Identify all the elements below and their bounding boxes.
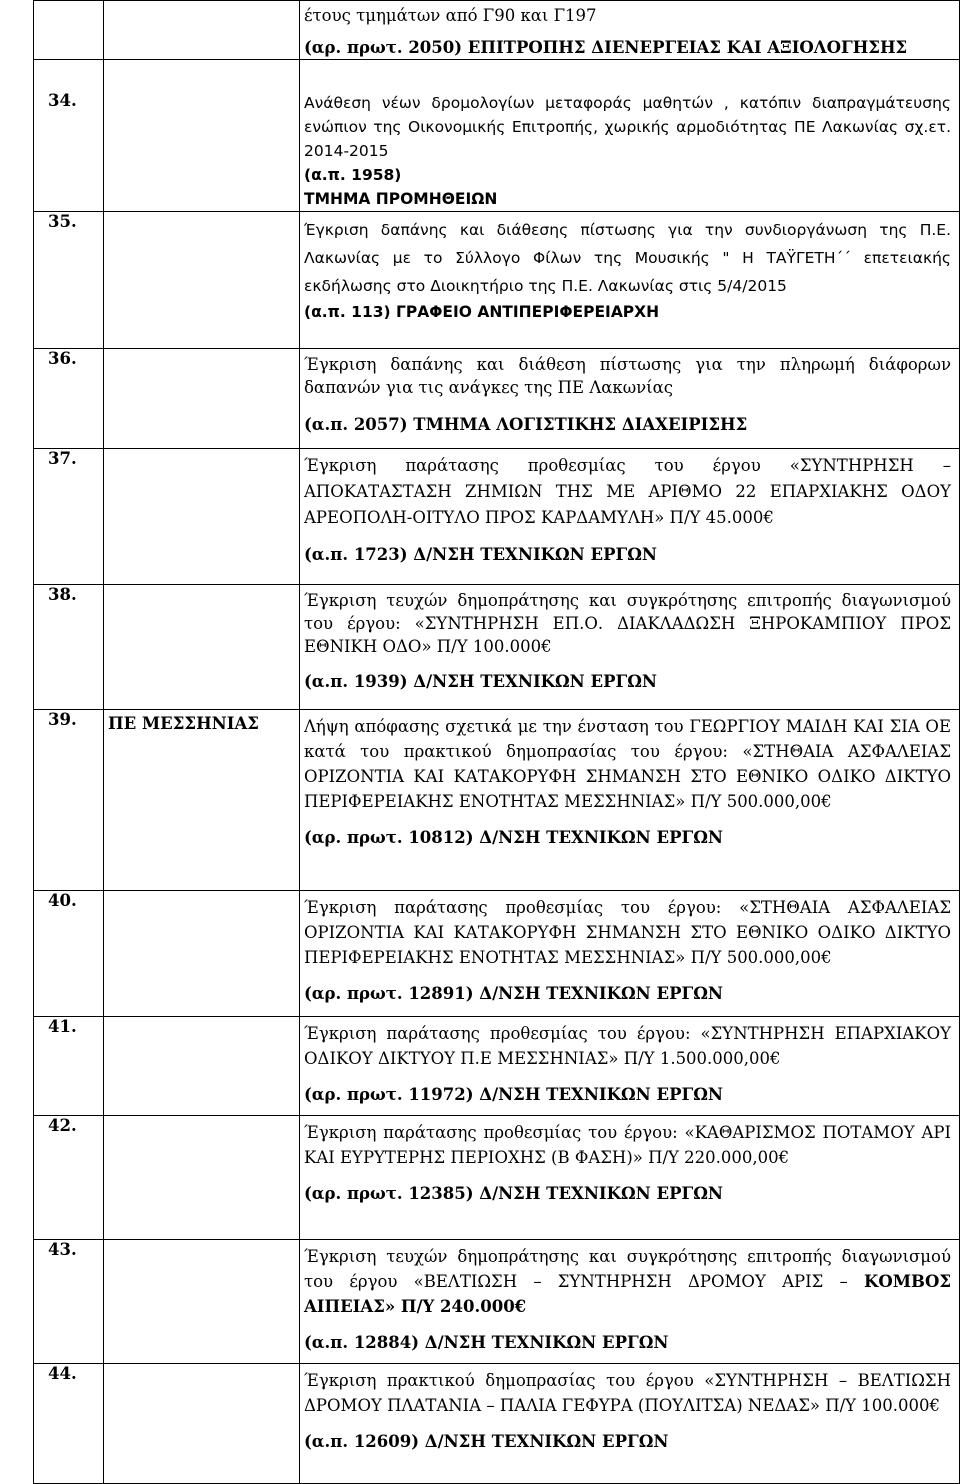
item-number: 38. xyxy=(34,585,104,710)
item-region: ΠΕ ΜΕΣΣΗΝΙΑΣ xyxy=(104,710,300,891)
item-number: 41. xyxy=(34,1017,104,1116)
item-protocol: (α.π. 12609) Δ/ΝΣΗ ΤΕΧΝΙΚΩΝ ΕΡΓΩΝ xyxy=(304,1432,669,1451)
item-description xyxy=(300,1240,960,1364)
item-text xyxy=(304,1240,951,1319)
agenda-row xyxy=(34,212,960,349)
agenda-row xyxy=(34,1116,960,1240)
item-number: 39. xyxy=(34,710,104,891)
item-text-regular: Έγκριση τευχών δημοπράτησης και συγκρότησης επιτροπής διαγωνισμού του έργου «ΒΕΛΤΙΩΣΗ – ΣΥΝΤΗΡΗΣΗ ΔΡΟΜΟΥ ΑΡΙΣ – xyxy=(304,1247,951,1291)
item-protocol: (αρ. πρωτ. 2050) ΕΠΙΤΡΟΠΗΣ ΔΙΕΝΕΡΓΕΙΑΣ ΚΑΙ ΑΞΙΟΛΟΓΗΣΗΣ xyxy=(304,38,908,57)
item-description xyxy=(300,1,960,60)
item-text-bold: ΚΟΜΒΟΣ ΑΙΠΕΙΑΣ» Π/Υ 240.000€ xyxy=(304,1272,951,1316)
item-department: ΤΜΗΜΑ ΠΡΟΜΗΘΕΙΩΝ xyxy=(304,190,498,208)
item-text: Λήψη απόφασης σχετικά με την ένσταση του ΓΕΩΡΓΙΟΥ ΜΑΙΔΗ ΚΑΙ ΣΙΑ ΟΕ κατά του πρακτικού δημοπρασίας του έργου: «ΣΤΗΘΑΙΑ ΑΣΦΑΛΕΙΑΣ ΟΡΙΖΟΝΤΙΑ ΚΑΙ ΚΑΤΑΚΟΡΥΦΗ ΣΗΜΑΝΣΗ ΣΤΟ ΕΘΝΙΚΟ ΟΔΙΚΟ ΔΙΚΤΥΟ ΠΕΡΙΦΕΡΕΙΑΚΗΣ ΕΝΟΤΗΤΑΣ ΜΕΣΣΗΝΙΑΣ» Π/Υ 500.000,00€ xyxy=(304,717,951,811)
item-number: 44. xyxy=(34,1364,104,1484)
item-description xyxy=(300,710,960,891)
item-text: Ανάθεση νέων δρομολογίων μεταφοράς μαθητών , κατόπιν διαπραγμάτευσης ενώπιον της Οικονομικής Επιτροπής, χωρικής αρμοδιότητας ΠΕ Λακωνίας σχ.ετ. 2014-2015 xyxy=(304,94,951,160)
item-text: Έγκριση παράτασης προθεσμίας του έργου: «ΣΤΗΘΑΙΑ ΑΣΦΑΛΕΙΑΣ ΟΡΙΖΟΝΤΙΑ ΚΑΙ ΚΑΤΑΚΟΡΥΦΗ ΣΗΜΑΝΣΗ ΣΤΟ ΕΘΝΙΚΟ ΟΔΙΚΟ ΔΙΚΤΥΟ ΠΕΡΙΦΕΡΕΙΑΚΗΣ ΕΝΟΤΗΤΑΣ ΜΕΣΣΗΝΙΑΣ» Π/Υ 500.000,00€ xyxy=(304,898,951,967)
item-description xyxy=(300,1364,960,1484)
agenda-row xyxy=(34,1,960,60)
item-description xyxy=(300,349,960,449)
item-text: Έγκριση δαπάνης και διάθεσης πίστωσης για την συνδιοργάνωση της Π.Ε. Λακωνίας με το Σύλλογο Φίλων της Μουσικής " Η ΤΑΫΓΕΤΗ΄΄ επετειακής εκδήλωσης στο Διοικητήριο της Π.Ε. Λακωνίας στις 5/4/2015 xyxy=(304,221,951,295)
item-number: 37. xyxy=(34,449,104,585)
item-protocol: (αρ. πρωτ. 10812) Δ/ΝΣΗ ΤΕΧΝΙΚΩΝ ΕΡΓΩΝ xyxy=(304,828,723,847)
item-protocol: (αρ. πρωτ. 12891) Δ/ΝΣΗ ΤΕΧΝΙΚΩΝ ΕΡΓΩΝ xyxy=(304,984,723,1003)
item-text: Έγκριση δαπάνης και διάθεση πίστωσης για την πληρωμή διάφορων δαπανών για τις ανάγκες της ΠΕ Λακωνίας xyxy=(304,355,951,397)
item-protocol: (αρ. πρωτ. 12385) Δ/ΝΣΗ ΤΕΧΝΙΚΩΝ ΕΡΓΩΝ xyxy=(304,1184,723,1203)
item-region xyxy=(104,585,300,710)
agenda-row xyxy=(34,1240,960,1364)
agenda-row xyxy=(34,449,960,585)
item-text: Έγκριση τευχών δημοπράτησης και συγκρότησης επιτροπής διαγωνισμού του έργου: «ΣΥΝΤΗΡΗΣΗ ΕΠ.Ο. ΔΙΑΚΛΑΔΩΣΗ ΞΗΡΟΚΑΜΠΙΟΥ ΠΡΟΣ ΕΘΝΙΚΗ ΟΔΟ» Π/Υ 100.000€ xyxy=(304,591,951,656)
item-protocol: (α.π. 113) ΓΡΑΦΕΙΟ ΑΝΤΙΠΕΡΙΦΕΡΕΙΑΡΧΗ xyxy=(304,303,660,321)
item-description xyxy=(300,585,960,710)
item-region xyxy=(104,60,300,212)
agenda-row xyxy=(34,891,960,1017)
item-protocol: (α.π. 1939) Δ/ΝΣΗ ΤΕΧΝΙΚΩΝ ΕΡΓΩΝ xyxy=(304,672,657,691)
item-description xyxy=(300,1116,960,1240)
item-region xyxy=(104,349,300,449)
item-number: 40. xyxy=(34,891,104,1017)
item-region xyxy=(104,1240,300,1364)
item-number: 34. xyxy=(34,60,104,212)
item-protocol-number: (α.π. 1958) xyxy=(304,166,402,184)
item-description xyxy=(300,891,960,1017)
item-description xyxy=(300,60,960,212)
agenda-row xyxy=(34,1364,960,1484)
item-text: Έγκριση παράτασης προθεσμίας του έργου «ΣΥΝΤΗΡΗΣΗ – ΑΠΟΚΑΤΑΣΤΑΣΗ ΖΗΜΙΩΝ ΤΗΣ ΜΕ ΑΡΙΘΜΟ 22 ΕΠΑΡΧΙΑΚΗΣ ΟΔΟΥ ΑΡΕΟΠΟΛΗ-ΟΙΤΥΛΟ ΠΡΟΣ ΚΑΡΔΑΜΥΛΗ» Π/Υ 45.000€ xyxy=(304,456,951,527)
item-protocol: (αρ. πρωτ. 11972) Δ/ΝΣΗ ΤΕΧΝΙΚΩΝ ΕΡΓΩΝ xyxy=(304,1085,723,1104)
agenda-row xyxy=(34,349,960,449)
item-region xyxy=(104,891,300,1017)
item-region xyxy=(104,1116,300,1240)
item-protocol: (α.π. 2057) ΤΜΗΜΑ ΛΟΓΙΣΤΙΚΗΣ ΔΙΑΧΕΙΡΙΣΗΣ xyxy=(304,415,748,434)
item-number: 42. xyxy=(34,1116,104,1240)
agenda-table xyxy=(33,0,960,1484)
item-description xyxy=(300,212,960,349)
item-text: Έγκριση πρακτικού δημοπρασίας του έργου «ΣΥΝΤΗΡΗΣΗ – ΒΕΛΤΙΩΣΗ ΔΡΟΜΟΥ ΠΛΑΤΑΝΙΑ – ΠΑΛΙΑ ΓΕΦΥΡΑ (ΠΟΥΛΙΤΣΑ) ΝΕΔΑΣ» Π/Υ 100.000€ xyxy=(304,1371,951,1415)
item-description xyxy=(300,449,960,585)
item-region xyxy=(104,1,300,60)
item-protocol: (α.π. 1723) Δ/ΝΣΗ ΤΕΧΝΙΚΩΝ ΕΡΓΩΝ xyxy=(304,545,657,564)
item-protocol: (α.π. 12884) Δ/ΝΣΗ ΤΕΧΝΙΚΩΝ ΕΡΓΩΝ xyxy=(304,1333,669,1352)
item-text: Έγκριση παράτασης προθεσμίας του έργου: «ΣΥΝΤΗΡΗΣΗ ΕΠΑΡΧΙΑΚΟΥ ΟΔΙΚΟΥ ΔΙΚΤΥΟΥ Π.Ε ΜΕΣΣΗΝΙΑΣ» Π/Υ 1.500.000,00€ xyxy=(304,1024,951,1068)
item-number: 43. xyxy=(34,1240,104,1364)
item-number: 36. xyxy=(34,349,104,449)
item-text: έτους τμημάτων από Γ90 και Γ197 xyxy=(304,6,597,25)
agenda-row xyxy=(34,585,960,710)
item-description xyxy=(300,1017,960,1116)
item-text: Έγκριση παράτασης προθεσμίας του έργου: «ΚΑΘΑΡΙΣΜΟΣ ΠΟΤΑΜΟΥ ΑΡΙ ΚΑΙ ΕΥΡΥΤΕΡΗΣ ΠΕΡΙΟΧΗΣ (Β ΦΑΣΗ)» Π/Υ 220.000,00€ xyxy=(304,1123,951,1167)
item-region xyxy=(104,449,300,585)
item-region xyxy=(104,212,300,349)
agenda-row xyxy=(34,60,960,212)
item-region xyxy=(104,1017,300,1116)
item-region xyxy=(104,1364,300,1484)
item-number: 35. xyxy=(34,212,104,349)
item-number xyxy=(34,1,104,60)
agenda-row xyxy=(34,1017,960,1116)
agenda-row xyxy=(34,710,960,891)
